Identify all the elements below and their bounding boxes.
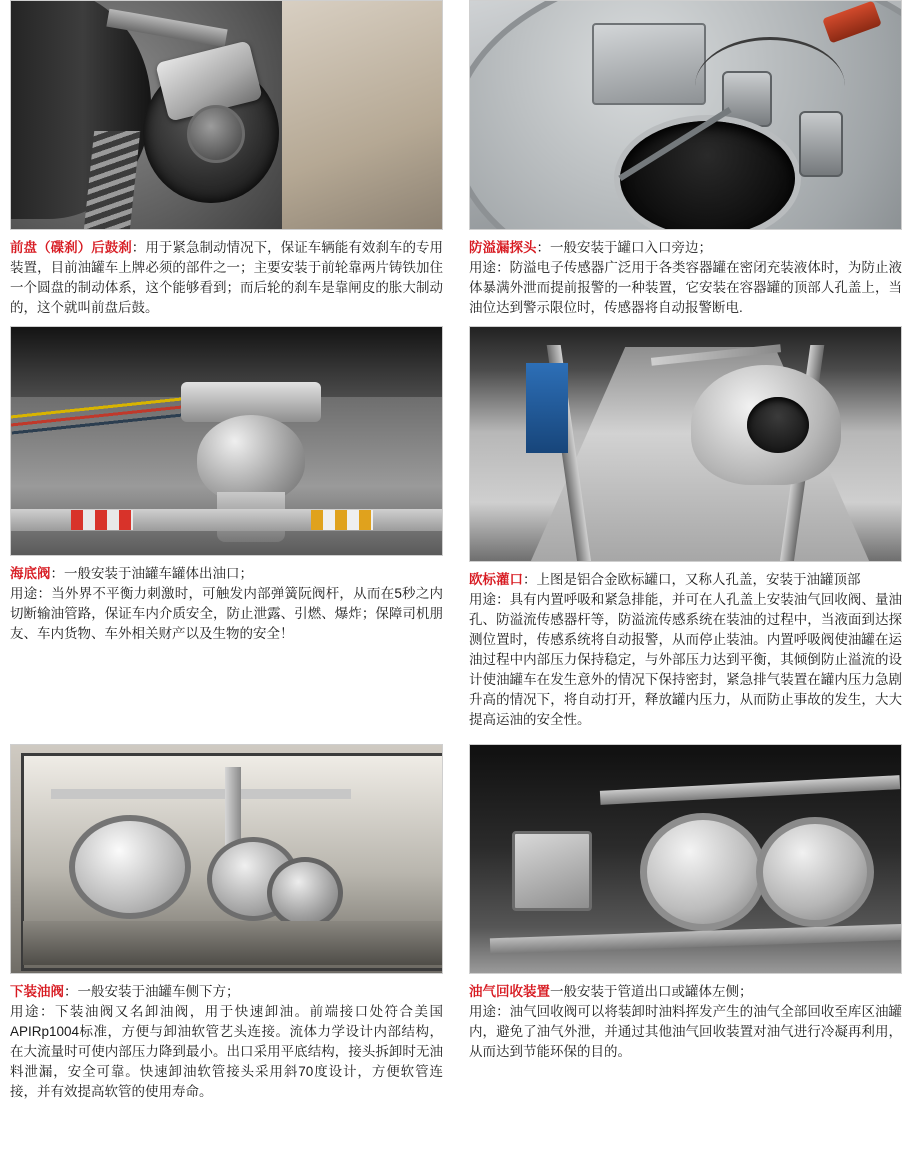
caption-euro-manhole (469, 562, 902, 732)
caption-lead-paragraph (469, 982, 902, 1002)
caption-usage-paragraph (469, 590, 902, 730)
caption-usage-paragraph (10, 584, 443, 644)
manhole-port-shape (747, 397, 809, 453)
square-port-shape (512, 831, 592, 911)
caption-body: 用于紧急制动情况下，保证车辆能有效刹车的专用装置，目前油罐车上牌必须的部件之一；主要安装于前轮靠两片铸铁加住一个圆盘的制动体系，这个能够看到；而后轮的刹车是靠闸皮的胀大制动的，这个就叫前盘后鼓。 (10, 240, 444, 315)
caption-lead-paragraph (10, 982, 443, 1002)
photo-overfill-leak-probe (469, 0, 902, 230)
usage-label: 用途： (10, 1004, 55, 1019)
background-wall-shape (282, 1, 442, 230)
caption-usage-paragraph (469, 258, 902, 318)
cabinet-floor-shape (23, 921, 443, 965)
caption-overfill-probe (469, 230, 902, 320)
photo-bottom-loading-valve (10, 744, 443, 974)
row-1 (0, 0, 910, 320)
column-bottom-valve (0, 326, 455, 732)
caption-usage-paragraph (10, 1002, 443, 1102)
caption-lead: 一般安装于油罐车罐体出油口； (64, 566, 253, 581)
photo-sea-bottom-valve (10, 326, 443, 556)
wheel-hub-shape (187, 105, 245, 163)
blue-panel-shape (526, 363, 568, 453)
row-2 (0, 326, 910, 732)
caption-front-disc-rear-drum (10, 230, 443, 320)
row-3 (0, 744, 910, 1104)
term-separator: ： (131, 240, 146, 255)
vapour-recovery-unit-1-shape (640, 813, 766, 931)
caption-lead: 一般安装于油罐车侧下方； (77, 984, 240, 999)
term-separator: ： (536, 240, 550, 255)
row-spacer-2 (0, 732, 910, 744)
cabinet-post-shape (225, 767, 241, 847)
caption-lead: 上图是铝合金欧标罐口，又称人孔盖，安装于油罐顶部 (536, 572, 861, 587)
term-label: 欧标灌口 (469, 572, 523, 587)
usage-label: 用途： (469, 1004, 510, 1019)
caption-bottom-valve (10, 556, 443, 646)
caption-lead: 一般安装于罐口入口旁边； (550, 240, 712, 255)
reflective-tape-left-shape (71, 510, 133, 530)
usage-label: 用途： (10, 586, 52, 601)
caption-bottom-loading-valve (10, 974, 443, 1104)
caption-vapour-recovery (469, 974, 902, 1064)
term-separator: ： (50, 566, 64, 581)
photo-vapour-recovery-device (469, 744, 902, 974)
photo-euro-standard-manhole (469, 326, 902, 562)
usage-body: 具有内置呼吸和紧急排能，并可在人孔盖上安装油气回收阀、量油孔、防溢流传感器杆等，防溢流传感系统在装油的过程中，当液面到达探测位置时，传感系统将自动报警，从而停止装油。内置呼吸阀使油罐在运油过程中内部压力保持稳定，与外部压力达到平衡，其倾倒防止溢流的设计使油罐车在发生意外的情况下保持密封，紧急排气装置在罐内压力急剧升高的情况下，将自动打开，释放罐内压力，从而防止事故的发生，大大提高运油的安全性。 (469, 592, 903, 727)
caption-lead-paragraph (469, 238, 902, 258)
valve-housing-shape (592, 23, 706, 105)
caption-lead: 一般安装于管道出口或罐体左侧； (550, 984, 753, 999)
caption-lead-paragraph (469, 570, 902, 590)
usage-body: 油气回收阀可以将装卸时油料挥发产生的油气全部回收至库区油罐内，避免了油气外泄，并通过其他油气回收装置对油气进行冷凝再利用，从而达到节能环保的目的。 (469, 1004, 903, 1059)
loading-valve-3-shape (267, 857, 343, 929)
side-valve-shape (799, 111, 843, 177)
term-label: 下装油阀 (10, 984, 64, 999)
caption-usage-paragraph (469, 1002, 902, 1062)
column-bottom-loading-valve (0, 744, 455, 1104)
usage-label: 用途： (469, 592, 510, 607)
column-euro-manhole (455, 326, 910, 732)
term-label: 油气回收装置 (469, 984, 550, 999)
usage-body: 下装油阀又名卸油阀，用于快速卸油。前端接口处符合美国APIRp1004标准，方便与卸油软管艺头连接。流体力学设计内部结构，在大流量时可使内部压力降到最小。出口采用平底结构，接头拆卸时无油料泄漏，安全可靠。快速卸油软管接头采用斜70度设计，方便软管连接，并有效提高软管的使用寿命。 (10, 1004, 444, 1099)
term-label: 防溢漏探头 (469, 240, 537, 255)
column-vapour-recovery (455, 744, 910, 1104)
probe-head-shape (722, 71, 772, 127)
loading-valve-1-shape (69, 815, 191, 919)
column-front-disc-rear-drum (0, 0, 455, 320)
photo-front-disc-rear-drum-brake (10, 0, 443, 230)
column-overfill-probe (455, 0, 910, 320)
usage-body: 当外界不平衡力刺激时，可触发内部弹簧阮阀杆，从而在5秒之内切断输油管路，保证车内介质安全，防止泄露、引燃、爆炸；保障司机朋友、车内货物、车外相关财产以及生物的安全！ (10, 586, 444, 641)
manhole-opening-shape (620, 121, 795, 230)
reflective-tape-right-shape (311, 510, 373, 530)
caption-paragraph (10, 238, 443, 318)
coil-spring-shape (84, 131, 141, 230)
usage-body: 防溢电子传感器广泛用于各类容器罐在密闭充装液体时，为防止液体暴满外泄而提前报警的一种装置，它安装在容器罐的顶部人孔盖上，当油位达到警示限位时，传感器将自动报警断电. (469, 260, 903, 315)
vapour-recovery-unit-2-shape (756, 817, 874, 927)
term-separator: ： (523, 572, 537, 587)
caption-lead-paragraph (10, 564, 443, 584)
support-bar-top-shape (600, 775, 900, 805)
valve-body-shape (197, 415, 305, 503)
usage-label: 用途： (469, 260, 510, 275)
term-separator: ： (64, 984, 78, 999)
term-label: 前盘（碟刹）后鼓刹 (10, 240, 132, 255)
term-label: 海底阀 (10, 566, 51, 581)
